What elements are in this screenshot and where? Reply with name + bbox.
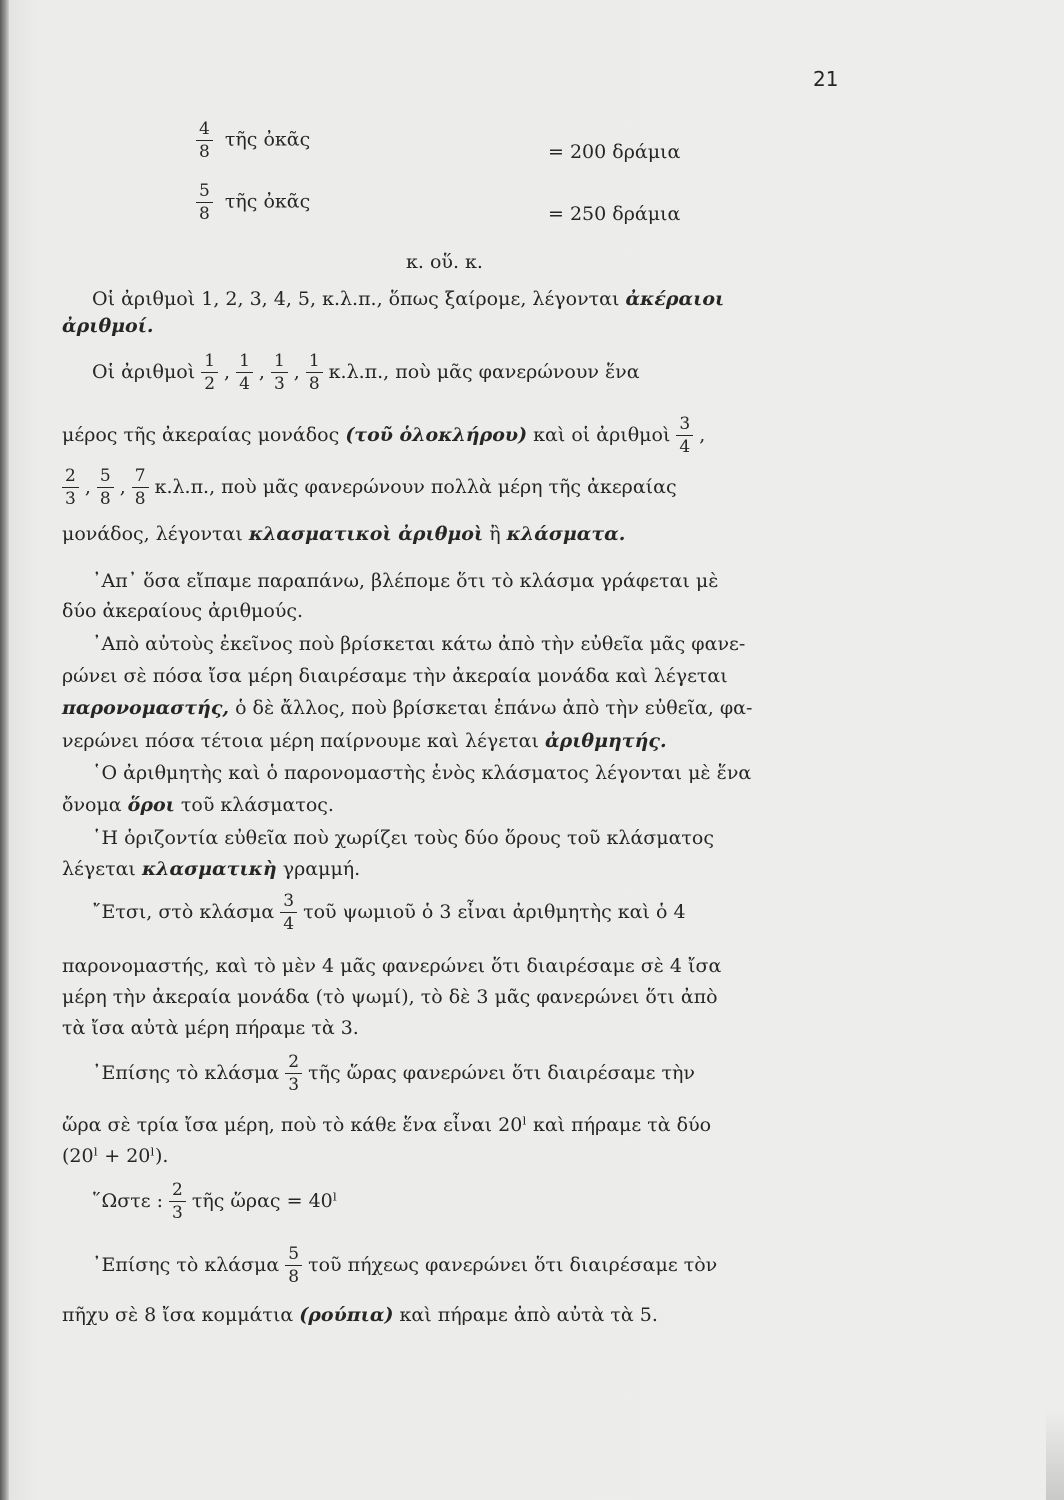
paragraph-line: λέγεται κλασματικὴ γραμμή. <box>62 858 361 880</box>
paragraph-line: παρονομαστής, καὶ τὸ μὲν 4 μᾶς φανερώνει ὅτι διαιρέσαμε σὲ 4 ἴσα <box>62 955 722 977</box>
paragraph-line: πῆχυ σὲ 8 ἴσα κομμάτια (ρούπια) καὶ πήραμε ἀπὸ αὐτὰ τὰ 5. <box>62 1304 658 1326</box>
paragraph-line: ῞Ωστε : $\frac{2}{3}$ τῆς ὥρας = 40ˡ <box>92 1179 338 1223</box>
fraction: $\frac{4}{8}$ <box>196 118 213 163</box>
paragraph-line: παρονομαστής, ὁ δὲ ἄλλος, ποὺ βρίσκεται ἐπάνω ἀπὸ τὴν εὐθεῖα, φα- <box>62 697 753 719</box>
example-row <box>190 118 310 163</box>
example-value: = 250 δράμια <box>548 203 681 225</box>
paragraph-line: ὥρα σὲ τρία ἴσα μέρη, ποὺ τὸ κάθε ἕνα εἶναι 20ˡ καὶ πήραμε τὰ δύο <box>62 1114 712 1136</box>
paragraph-line: μέρος τῆς ἀκεραίας μονάδος (τοῦ ὁλοκλήρου) καὶ οἱ ἀριθμοὶ $\frac{3}{4}$ , <box>62 413 706 457</box>
paragraph-line: ᾿Απὸ αὐτοὺς ἐκεῖνος ποὺ βρίσκεται κάτω ἀπὸ τὴν εὐθεῖα μᾶς φανε- <box>92 633 746 655</box>
fraction: $\frac{5}{8}$ <box>97 465 114 510</box>
bold-term: (τοῦ ὁλοκλήρου) <box>345 424 528 446</box>
fraction: $\frac{2}{3}$ <box>169 1179 186 1224</box>
fraction: $\frac{5}{8}$ <box>285 1243 302 1288</box>
paragraph-line: δύο ἀκεραίους ἀριθμούς. <box>62 600 304 622</box>
fraction: $\frac{3}{4}$ <box>676 413 693 458</box>
example-value: = 200 δράμια <box>548 141 681 163</box>
binding-edge <box>0 0 9 1500</box>
paragraph-line: μονάδος, λέγονται κλασματικοὶ ἀριθμοὶ ἢ κλάσματα. <box>62 523 626 545</box>
bold-term: ἀριθμητής. <box>544 730 667 752</box>
bold-term: παρονομαστής, <box>62 697 230 719</box>
paragraph-line: ρώνει σὲ πόσα ἴσα μέρη διαιρέσαμε τὴν ἀκεραία μονάδα καὶ λέγεται <box>62 665 728 687</box>
bold-term: ἀκέραιοι <box>625 288 725 310</box>
etc-line: κ. οὕ. κ. <box>406 251 483 273</box>
page-corner-shadow <box>1046 1410 1064 1500</box>
paragraph-line: ᾿Απ᾿ ὅσα εἴπαμε παραπάνω, βλέπομε ὅτι τὸ κλάσμα γράφεται μὲ <box>92 570 719 592</box>
paragraph-line: μέρη τὴν ἀκεραία μονάδα (τὸ ψωμί), τὸ δὲ 3 μᾶς φανερώνει ὅτι ἀπὸ <box>62 986 718 1008</box>
paragraph-line: ᾿Επίσης τὸ κλάσμα $\frac{2}{3}$ τῆς ὥρας φανερώνει ὅτι διαιρέσαμε τὴν <box>92 1051 695 1095</box>
bold-term: ὅροι <box>127 794 175 816</box>
example-unit: τῆς ὀκᾶς <box>224 128 311 151</box>
fraction: $\frac{7}{8}$ <box>132 465 149 510</box>
fraction: $\frac{1}{3}$ <box>271 350 288 395</box>
paragraph-line: ῎Ετσι, στὸ κλάσμα $\frac{3}{4}$ τοῦ ψωμιοῦ ὁ 3 εἶναι ἀριθμητὴς καὶ ὁ 4 <box>92 890 686 934</box>
paragraph-line: Οἱ ἀριθμοὶ 1, 2, 3, 4, 5, κ.λ.π., ὅπως ξαίρομε, λέγονται ἀκέραιοι <box>92 288 725 310</box>
fraction: $\frac{1}{2}$ <box>201 350 218 395</box>
paragraph-line: (20ˡ + 20ˡ). <box>62 1145 169 1167</box>
bold-term: κλάσματα. <box>506 523 626 545</box>
example-row <box>190 180 310 225</box>
fraction: $\frac{1}{4}$ <box>236 350 253 395</box>
paragraph-line: ῾Ο ἀριθμητὴς καὶ ὁ παρονομαστὴς ἑνὸς κλάσματος λέγονται μὲ ἕνα <box>92 762 752 784</box>
paragraph-line <box>62 314 154 338</box>
paragraph-line: ᾿Επίσης τὸ κλάσμα $\frac{5}{8}$ τοῦ πήχεως φανερώνει ὅτι διαιρέσαμε τὸν <box>92 1243 718 1287</box>
fraction: $\frac{3}{4}$ <box>280 890 297 935</box>
fraction: $\frac{1}{8}$ <box>306 350 323 395</box>
bold-term: κλασματικὴ <box>141 858 277 880</box>
bold-term: (ρούπια) <box>299 1304 394 1326</box>
paragraph-line: τὰ ἴσα αὐτὰ μέρη πήραμε τὰ 3. <box>62 1017 359 1039</box>
fraction: $\frac{2}{3}$ <box>62 465 79 510</box>
paragraph-line: $\frac{2}{3}$ , $\frac{5}{8}$ , $\frac{7}{8}$ κ.λ.π., ποὺ μᾶς φανερώνουν πολλὰ μέρη τῆς ἀκεραίας <box>56 460 677 514</box>
paragraph-line: ὄνομα ὅροι τοῦ κλάσματος. <box>62 794 334 816</box>
fraction: $\frac{5}{8}$ <box>196 180 213 225</box>
bold-term: κλασματικοὶ ἀριθμοὶ <box>248 523 484 545</box>
fraction: $\frac{2}{3}$ <box>285 1051 302 1096</box>
page-number: 21 <box>813 67 839 91</box>
example-unit: τῆς ὀκᾶς <box>224 190 311 213</box>
paragraph-line: Οἱ ἀριθμοὶ $\frac{1}{2}$ , $\frac{1}{4}$ , $\frac{1}{3}$ , $\frac{1}{8}$ κ.λ.π., ποὺ μᾶς φανερώνουν ἕνα <box>92 350 640 394</box>
bold-term: ἀριθμοί. <box>62 315 154 337</box>
paragraph-line: νερώνει πόσα τέτοια μέρη παίρνουμε καὶ λέγεται ἀριθμητής. <box>62 730 667 752</box>
paragraph-line: ῾Η ὁριζοντία εὐθεῖα ποὺ χωρίζει τοὺς δύο ὅρους τοῦ κλάσματος <box>92 827 715 849</box>
